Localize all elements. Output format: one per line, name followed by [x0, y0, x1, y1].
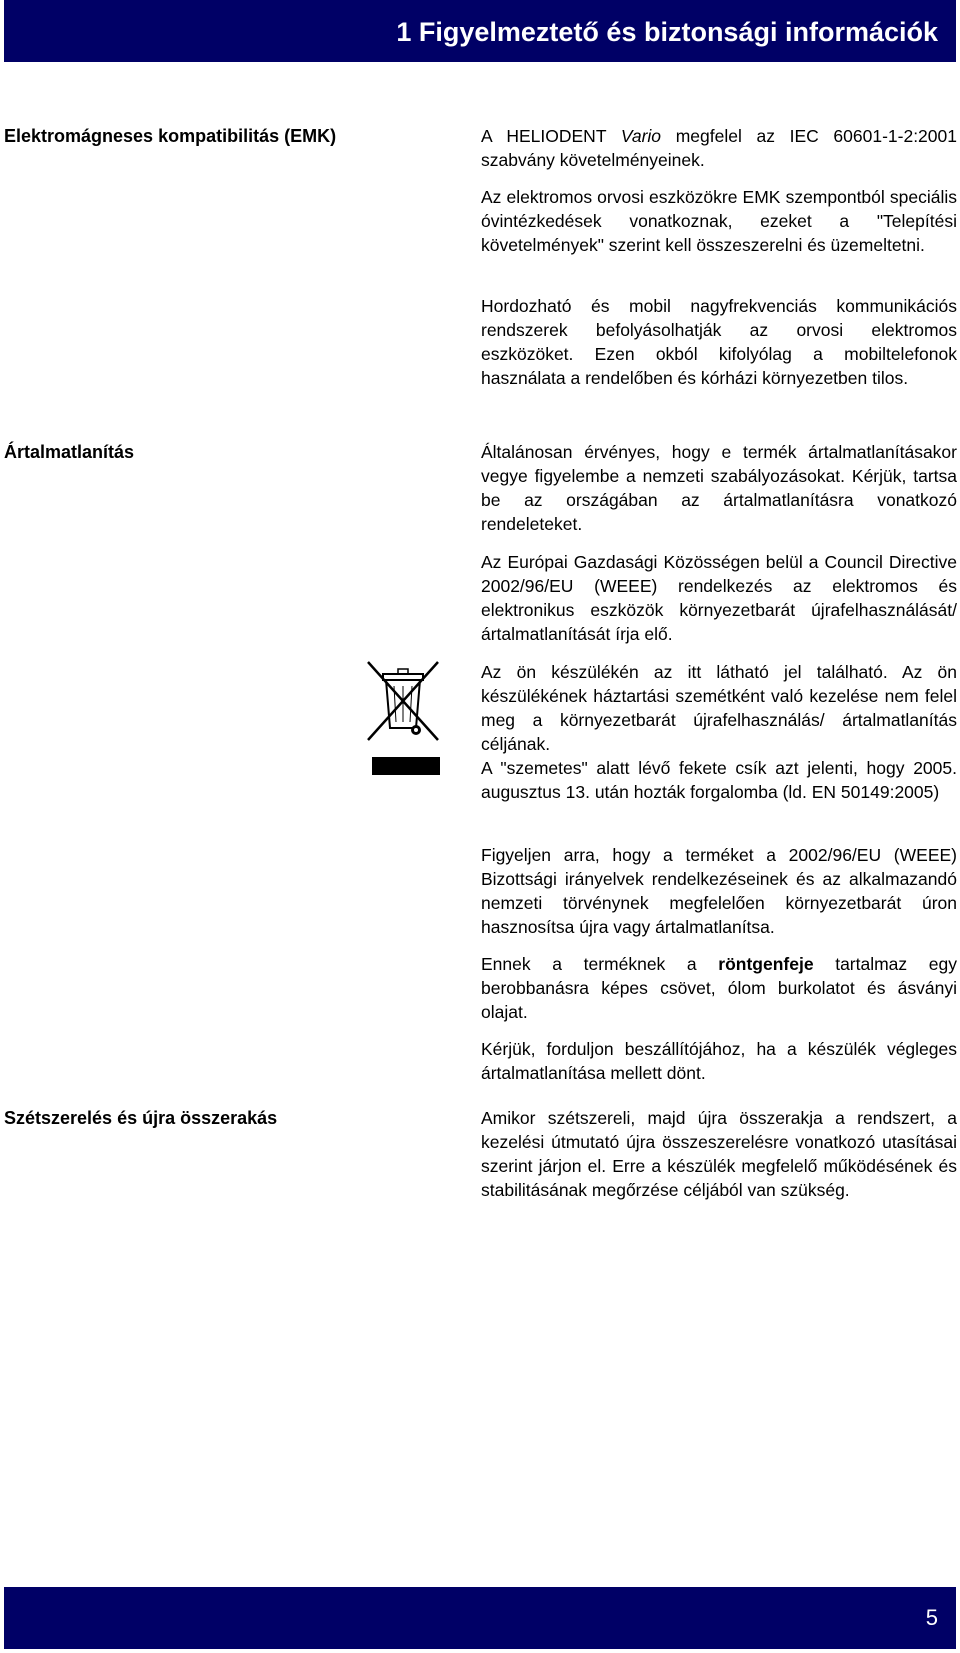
weee-bin-icon — [364, 658, 446, 778]
disposal-p5-bold: röntgenfeje — [718, 954, 814, 974]
emk-paragraph-3: Hordozható és mobil nagyfrekvenciás kommunikációs rendszerek befolyásolhatják az orvosi elektromos eszközöket. Ezen okból kifolyólag a mobiltelefonok használata a rendelőben és kórházi környezetben tilos. — [481, 296, 957, 388]
emk-p1-italic: Vario — [620, 126, 662, 146]
header-bar — [4, 0, 956, 62]
disposal-paragraph-6: Kérjük, forduljon beszállítójához, ha a készülék végleges ártalmatlanítása mellett dönt. — [481, 1039, 957, 1083]
footer-bar — [4, 1587, 956, 1649]
disposal-p5-post: tartalmaz egy berobbanásra képes csövet, ólom burkolatot és ásványi olajat. — [481, 954, 958, 1022]
disposal-paragraph-4: Figyeljen arra, hogy a terméket a 2002/96/EU (WEEE) Bizottsági irányelvek rendelkezéseinek és az alkalmazandó nemzeti törvénynek megfelelően környezetbarát úron hasznosítsa újra vagy ártalmatlanítsa. — [481, 845, 957, 937]
emk-p1-post: megfelel az IEC 60601-1-2:2001 szabvány követelményeinek. — [481, 126, 957, 170]
page-title: 1 Figyelmeztető és biztonsági információk — [396, 16, 938, 47]
disposal-paragraph-2: Az Európai Gazdasági Közösségen belül a Council Directive 2002/96/EU (WEEE) rendelkezés az elektromos és elektronikus eszközök környezetbarát újrafelhasználását/ártalmatlanítását írja elő. — [481, 552, 957, 644]
disassembly-paragraph-1: Amikor szétszereli, majd újra összerakja a rendszert, a kezelési útmutató újra összeszerelésre vonatkozó utasításai szerint járjon el. Erre a készülék megfelelő működésének és stabilitásának megőrzése céljából van szükség. — [481, 1108, 957, 1200]
disposal-paragraph-5 — [481, 952, 957, 1024]
section-label-disassembly: Szétszerelés és újra összerakás — [4, 1108, 278, 1128]
disposal-paragraph-1: Általánosan érvényes, hogy e termék ártalmatlanításakor vegye figyelembe a nemzeti szabályozásokat. Kérjük, tartsa be az országában az ártalmatlanításra vonatkozó rendeleteket. — [481, 442, 957, 534]
page-number: 5 — [925, 1605, 938, 1630]
disposal-paragraph-3a: Az ön készülékén az itt látható jel található. Az ön készülékének háztartási szemétként való kezelése nem felel meg a környezetbarát újrafelhasználás/ ártalmatlanítás céljának. — [481, 662, 957, 754]
disposal-p5-pre: Ennek a terméknek a — [481, 954, 719, 974]
disposal-paragraph-3b: A "szemetes" alatt lévő fekete csík azt jelenti, hogy 2005. augusztus 13. után hozták forgalomba (ld. EN 50149:2005) — [481, 758, 957, 802]
emk-paragraph-2: Az elektromos orvosi eszközökre EMK szempontból speciális óvintézkedések vonatkoznak, ezeket a "Telepítési követelmények" szerint kell összeszerelni és üzemeltetni. — [481, 187, 957, 255]
emk-p1-pre: A HELIODENT — [481, 126, 621, 146]
section-label-disposal: Ártalmatlanítás — [4, 442, 135, 462]
section-label-emk: Elektromágneses kompatibilitás (EMK) — [4, 126, 337, 146]
emk-paragraph-1 — [481, 124, 957, 172]
